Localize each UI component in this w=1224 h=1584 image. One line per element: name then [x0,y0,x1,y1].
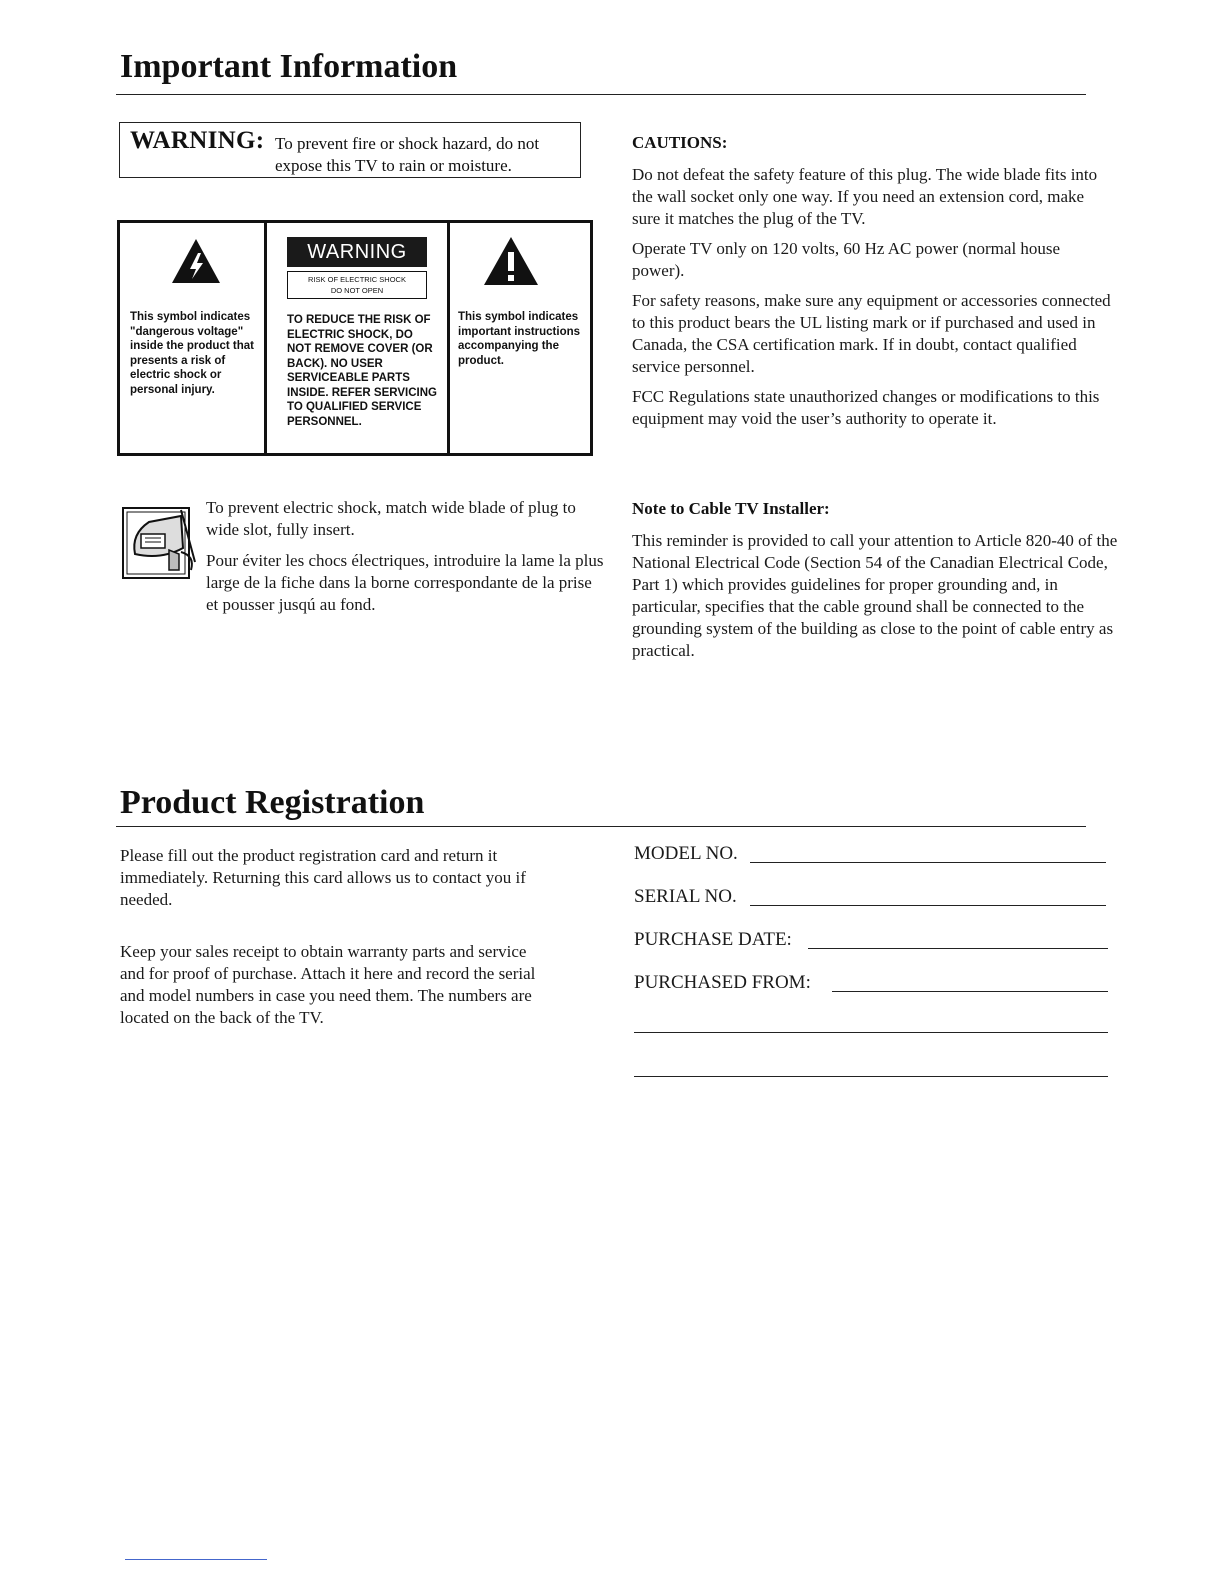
product-registration-title: Product Registration [120,784,425,821]
title-rule [116,94,1086,95]
cautions-body [632,164,1114,438]
lightning-triangle-icon [170,237,222,285]
cable-note-text: This reminder is provided to call your attention to Article 820-40 of the National Electrical Code (Section 54 of the Canadian Electrical Code, Part 1) which provides guidelines for proper grounding and, in particular, specifies that the cable ground shall be connected to the grounding system of the building as close to the point of cable entry as practical. [632,531,1118,660]
registration-rule [116,826,1086,827]
footer-line [125,1559,267,1560]
extra-line[interactable] [634,1076,1108,1077]
serial-number-label: SERIAL NO. [634,886,737,907]
plug-outlet-icon [121,504,201,582]
extra-line[interactable] [634,1032,1108,1033]
exclamation-triangle-icon [482,235,540,287]
important-instructions-text: This symbol indicates important instructions accompanying the product. [458,311,581,367]
risk-line: RISK OF ELECTRIC SHOCK [308,275,406,284]
center-label [267,223,447,453]
caution-paragraph: For safety reasons, make sure any equipment or accessories connected to this product bears the UL listing mark or if purchased and used in Canada, the CSA certification mark. If in doubt, contact qualified service personnel. [632,291,1111,376]
purchase-date-label: PURCHASE DATE: [634,929,792,950]
table-divider [447,223,450,453]
purchased-from-line[interactable] [832,991,1108,992]
registration-instructions: Please fill out the product registration card and return it immediately. Returning this card allows us to contact you if needed. [120,846,526,909]
plug-note-english: To prevent electric shock, match wide blade of plug to wide slot, fully insert. [206,498,576,539]
model-number-line[interactable] [750,862,1106,863]
caution-paragraph: Do not defeat the safety feature of this plug. The wide blade fits into the wall socket only one way. If you need an extension cord, make sure it matches the plug of the TV. [632,165,1098,228]
cable-note-heading: Note to Cable TV Installer: [632,499,830,518]
risk-box [287,271,427,299]
reduce-risk-text: TO REDUCE THE RISK OF ELECTRIC SHOCK, DO NOT REMOVE COVER (OR BACK). NO USER SERVICEABLE PARTS INSIDE. REFER SERVICING TO QUALIFIED SERVICE PERSONNEL. [287,314,437,428]
caution-paragraph: FCC Regulations state unauthorized changes or modifications to this equipment may void the user’s authority to operate it. [632,387,1100,428]
risk-line: DO NOT OPEN [330,286,384,295]
cautions-heading: CAUTIONS: [632,133,728,152]
dangerous-voltage-text: This symbol indicates "dangerous voltage" inside the product that presents a risk of electric shock or personal injury. [130,311,254,396]
model-number-label: MODEL NO. [634,843,738,864]
warning-label: WARNING: [130,127,265,154]
warning-box [119,122,581,178]
warning-text: To prevent fire or shock hazard, do not expose this TV to rain or moisture. [275,134,540,175]
purchased-from-label: PURCHASED FROM: [634,972,811,993]
purchase-date-line[interactable] [808,948,1108,949]
plug-note-french: Pour éviter les chocs électriques, introduire la lame la plus large de la fiche dans la borne correspondante de la prise et pousser jusqú au fond. [206,551,604,614]
important-information-title: Important Information [120,48,458,85]
serial-number-line[interactable] [750,905,1106,906]
receipt-instructions: Keep your sales receipt to obtain warranty parts and service and for proof of purchase. Attach it here and record the serial and model numbers in case you need them. The numbers are located on the back of the TV. [120,942,536,1027]
caution-paragraph: Operate TV only on 120 volts, 60 Hz AC power (normal house power). [632,239,1061,280]
safety-label-table [117,220,593,456]
warning-banner: WARNING [287,237,427,267]
